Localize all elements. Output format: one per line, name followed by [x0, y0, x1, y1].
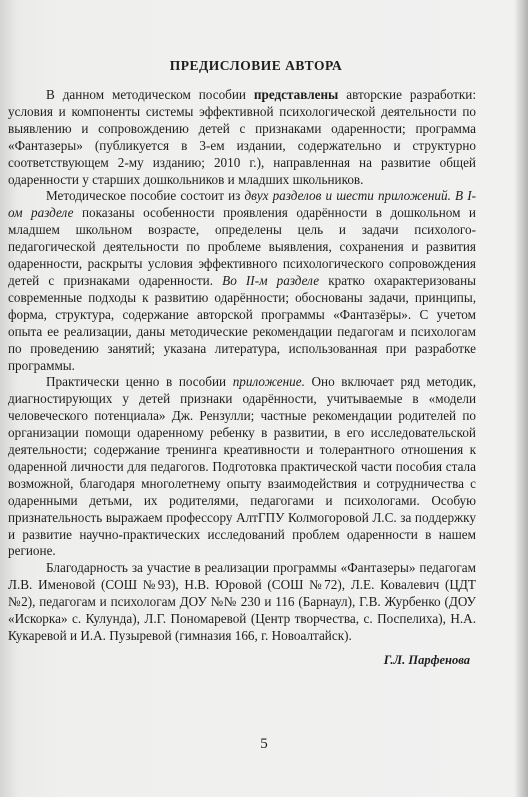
paragraph-3-italic: приложение. [232, 374, 305, 390]
paragraph-2-text-end: кратко охарактеризованы современные подходы к развитию одарённости; обоснованы задачи, принципы, форма, структура, содержание авторской программы «Фантазёры». С учетом опыта ее реализации, даны методические рекомендации педагогам и психологам по проведению занятий; указана литература, использованная при разработке программы. [8, 272, 476, 373]
page-title: ПРЕДИСЛОВИЕ АВТОРА [169, 58, 343, 73]
paragraph-1-bold: представлены [253, 87, 339, 102]
paragraph-3 [8, 374, 476, 560]
paragraph-2-text: Методическое пособие состоит из [46, 188, 245, 204]
paragraph-2-italic-1: двух разделов и шести приложений. В I-ом разделе [8, 188, 477, 221]
paragraph-3-text-end: Оно включает ряд методик, диагностирующих у детей признаки одарённости, учитываемые в «модели человеческого потенциала» Дж. Рензулли; частные рекомендации родителей по организации помощи одаренному ребенку в развитии, в его исследовательской деятельности; содержание тренинга креативности и толерантного отношения к одаренной личности для педагогов. Подготовка практической части пособия стала возможной, благодаря многолетнему опыту взаимодействия и сотрудничества с одаренными детьми, их родителями, педагогами и психологами. Особую признательность выражаем профессору АлтГПУ Колмогоровой Л.С. за поддержку и развитие научно-практических исследований проблем одаренности в нашем регионе. [8, 374, 476, 559]
paragraph-2-italic-2: Во II-м разделе [222, 272, 320, 288]
author-signature: Г.Л. Парфенова [383, 652, 470, 667]
paragraph-1 [8, 87, 476, 188]
paragraph-4: Благодарность за участие в реализации программы «Фантазеры» педагогам Л.В. Именовой (СОШ №93), Н.В. Юровой (СОШ №72), Л.Е. Ковалевич (ЦДТ №2), педагогам и психологам ДОУ №№ 230 и 116 (Барнаул), Г.В. Журбенко (ДОУ «Искорка» с. Кулунда), Л.Г. Пономаревой (Центр творчества, с. Поспелиха), Н.А. Кукаревой и И.А. Пузыревой (гимназия 166, г. Новоалтайск). [8, 560, 476, 643]
paragraph-1-text-end: авторские разработки: условия и компоненты системы эффективной психологической деятельности по выявлению и сопровождению детей с признаками одаренности; программа «Фантазеры» (публикуется в 3-ем издании, содержательно и структурно соответствующем 2-му изданию; 2010 г.), направленная на развитие общей одаренности у старших дошкольников и младших школьников. [8, 87, 476, 187]
paragraph-1-text: В данном методическом пособии [46, 87, 254, 102]
paragraph-2 [8, 188, 476, 374]
page-number: 5 [260, 736, 268, 752]
paragraph-2-text-mid: показаны особенности проявления одарённости в дошкольном и младшем школьном возрасте, определены цель и задачи психолого-педагогической деятельности по проблеме выявления, сохранения и развития одаренности, раскрыты условия эффективного психологического сопровождения детей с признаками одаренности. [8, 205, 476, 288]
page-content [8, 58, 476, 668]
paragraph-3-text: Практически ценно в пособии [46, 374, 233, 390]
